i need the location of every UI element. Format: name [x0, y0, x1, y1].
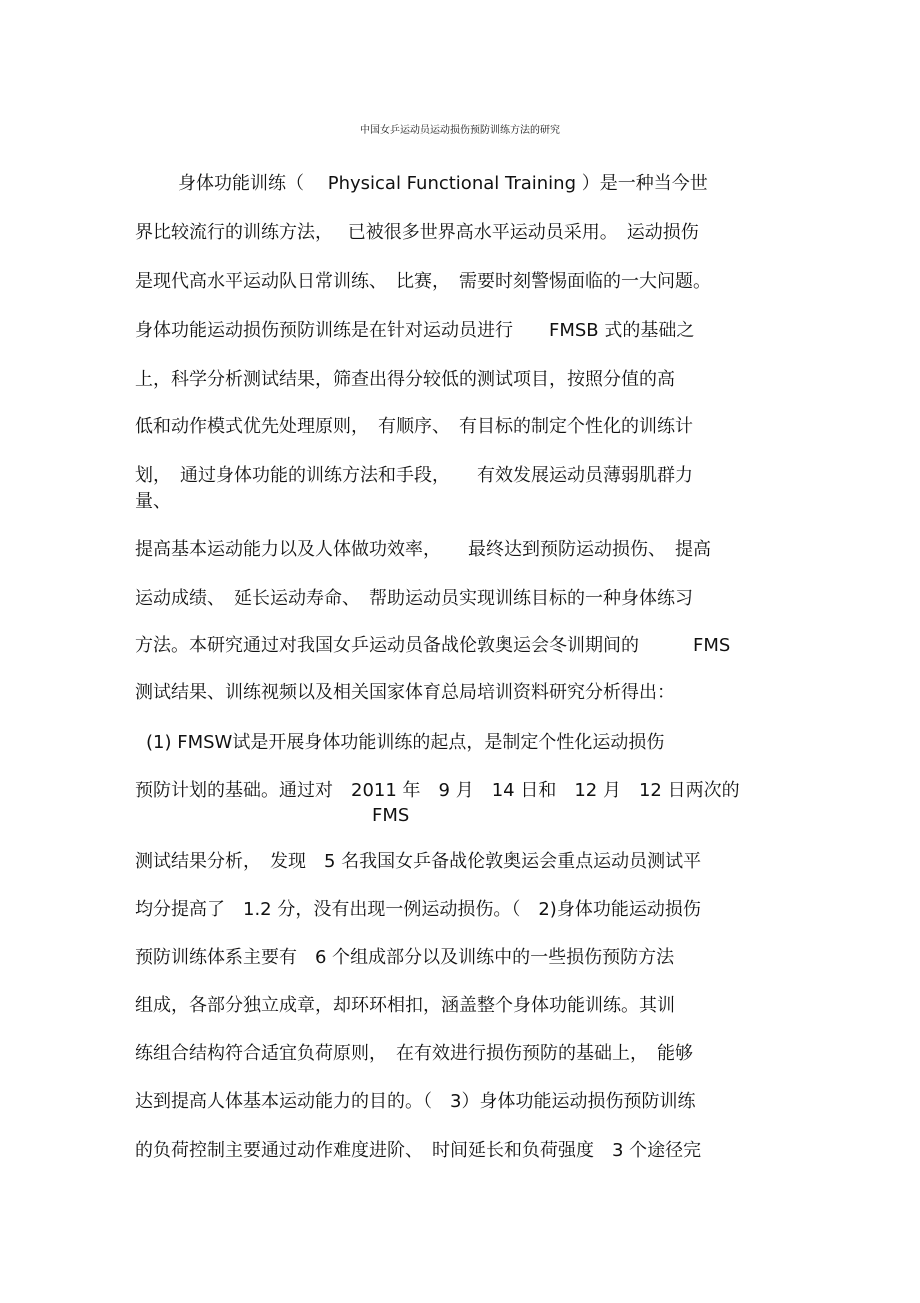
paragraph-line: 预防训练体系主要有 6 个组成部分以及训练中的一些损伤预防方法: [135, 947, 675, 968]
paragraph-line: 运动成绩、 延长运动寿命、 帮助运动员实现训练目标的一种身体练习: [135, 588, 693, 609]
paragraph-line: 测试结果、训练视频以及相关国家体育总局培训资料研究分析得出：: [135, 682, 675, 703]
paragraph-line: 界比较流行的训练方法， 已被很多世界高水平运动员采用。 运动损伤: [135, 222, 699, 243]
paragraph-line: 划， 通过身体功能的训练方法和手段， 有效发展运动员薄弱肌群力: [135, 465, 693, 486]
paragraph-line: 身体功能训练（ Physical Functional Training ）是一种当今世: [178, 173, 708, 194]
paragraph-line: 提高基本运动能力以及人体做功效率， 最终达到预防运动损伤、 提高: [135, 539, 711, 560]
paragraph-line: 均分提高了 1.2 分，没有出现一例运动损伤。（ 2)身体功能运动损伤: [135, 899, 701, 920]
paragraph-line: 组成，各部分独立成章，却环环相扣，涵盖整个身体功能训练。其训: [135, 995, 675, 1016]
paragraph-line: 是现代高水平运动队日常训练、 比赛， 需要时刻警惕面临的一大问题。: [135, 271, 711, 292]
page-title: 中国女乒运动员运动损伤预防训练方法的研究: [360, 125, 560, 136]
paragraph-line: 预防计划的基础。通过对 2011 年 9 月 14 日和 12 月 12 日两次的: [135, 780, 740, 801]
paragraph-line: 练组合结构符合适宜负荷原则， 在有效进行损伤预防的基础上， 能够: [135, 1043, 693, 1064]
paragraph-line: 测试结果分析， 发现 5 名我国女乒备战伦敦奥运会重点运动员测试平: [135, 851, 702, 872]
paragraph-line: 方法。本研究通过对我国女乒运动员备战伦敦奥运会冬训期间的 FMS: [135, 635, 731, 656]
paragraph-line: 的负荷控制主要通过动作难度进阶、 时间延长和负荷强度 3 个途径完: [135, 1140, 702, 1161]
paragraph-line: 达到提高人体基本运动能力的目的。（ 3）身体功能运动损伤预防训练: [135, 1091, 696, 1112]
paragraph-line: 量、: [135, 491, 171, 512]
paragraph-line: 上，科学分析测试结果，筛查出得分较低的测试项目，按照分值的高: [135, 369, 675, 390]
paragraph-line: (1) FMSW试是开展身体功能训练的起点，是制定个性化运动损伤: [146, 732, 665, 753]
paragraph-line: 身体功能运动损伤预防训练是在针对运动员进行 FMSB 式的基础之: [135, 320, 695, 341]
paragraph-line: FMS: [372, 805, 410, 826]
paragraph-line: 低和动作模式优先处理原则， 有顺序、 有目标的制定个性化的训练计: [135, 416, 693, 437]
